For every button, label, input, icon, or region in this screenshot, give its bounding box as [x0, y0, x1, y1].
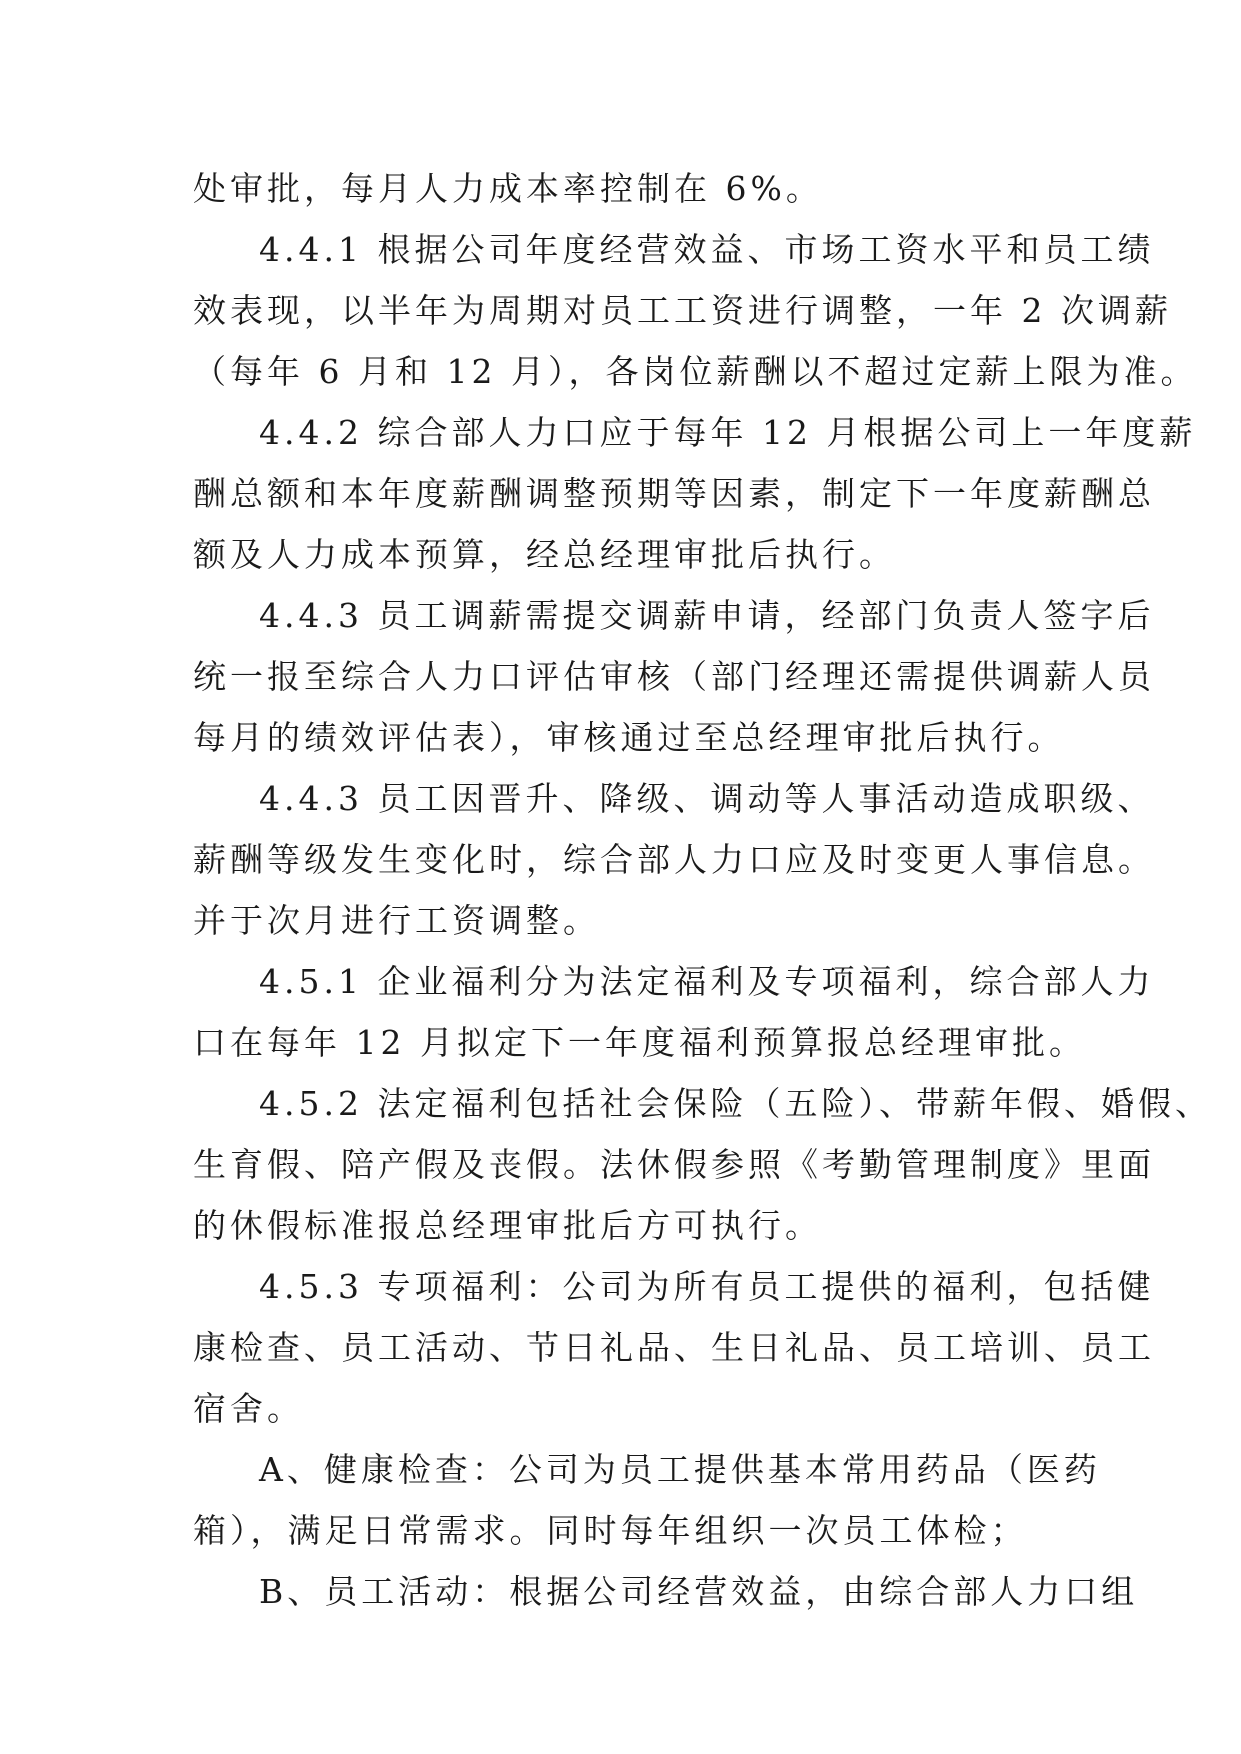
text-line: 的休假标准报总经理审批后方可执行。	[193, 1206, 822, 1245]
text-line: 口在每年 12 月拟定下一年度福利预算报总经理审批。	[193, 1023, 1086, 1062]
text-line: 处审批，每月人力成本率控制在 6%。	[193, 169, 823, 208]
text-line: 每月的绩效评估表），审核通过至总经理审批后执行。	[193, 718, 1065, 757]
text-line: 康检查、员工活动、节日礼品、生日礼品、员工培训、员工	[193, 1328, 1155, 1367]
document-body	[193, 158, 1212, 1622]
text-line: 4.5.3 专项福利：公司为所有员工提供的福利，包括健	[259, 1267, 1155, 1306]
text-line: 4.5.2 法定福利包括社会保险（五险）、带薪年假、婚假、	[259, 1084, 1212, 1123]
text-line: 4.5.1 企业福利分为法定福利及专项福利，综合部人力	[259, 962, 1155, 1001]
text-line: B、员工活动：根据公司经营效益，由综合部人力口组	[259, 1572, 1139, 1611]
text-line: 生育假、陪产假及丧假。法休假参照《考勤管理制度》里面	[193, 1145, 1155, 1184]
text-line: A、健康检查：公司为员工提供基本常用药品（医药	[259, 1450, 1101, 1489]
text-line: 并于次月进行工资调整。	[193, 901, 600, 940]
text-line: 4.4.3 员工调薪需提交调薪申请，经部门负责人签字后	[259, 596, 1155, 635]
text-line: 酬总额和本年度薪酬调整预期等因素，制定下一年度薪酬总	[193, 474, 1155, 513]
text-line: 额及人力成本预算，经总经理审批后执行。	[193, 535, 896, 574]
text-line: 4.4.2 综合部人力口应于每年 12 月根据公司上一年度薪	[259, 413, 1197, 452]
text-line: 4.4.1 根据公司年度经营效益、市场工资水平和员工绩	[259, 230, 1155, 269]
text-line: 薪酬等级发生变化时，综合部人力口应及时变更人事信息。	[193, 840, 1155, 879]
text-line: 统一报至综合人力口评估审核（部门经理还需提供调薪人员	[193, 657, 1155, 696]
text-line: 箱），满足日常需求。同时每年组织一次员工体检；	[193, 1511, 1028, 1550]
text-line: 4.4.3 员工因晋升、降级、调动等人事活动造成职级、	[259, 779, 1155, 818]
text-line: 效表现，以半年为周期对员工工资进行调整，一年 2 次调薪	[193, 291, 1172, 330]
text-line: （每年 6 月和 12 月），各岗位薪酬以不超过定薪上限为准。	[193, 352, 1198, 391]
text-line: 宿舍。	[193, 1389, 304, 1428]
